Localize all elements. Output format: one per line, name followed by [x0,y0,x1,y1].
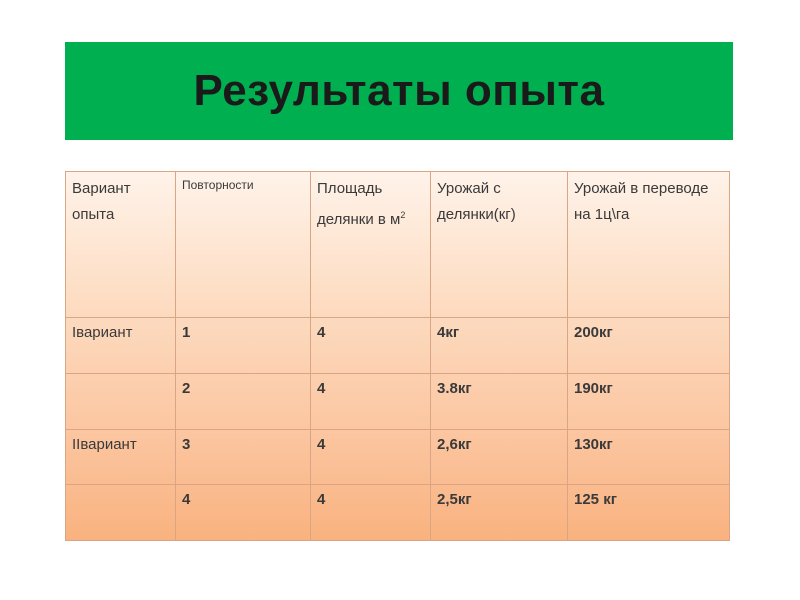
cell-yield-ha: 200кг [568,318,730,374]
cell-yield-plot: 2,6кг [431,429,568,485]
cell-area: 4 [311,373,431,429]
cell-variant: Iвариант [66,318,176,374]
cell-yield-plot: 4кг [431,318,568,374]
cell-yield-plot: 3.8кг [431,373,568,429]
cell-area: 4 [311,429,431,485]
cell-repeat: 2 [176,373,311,429]
header-yield-plot: Урожай с делянки(кг) [431,172,568,318]
cell-area: 4 [311,485,431,541]
cell-variant: IIвариант [66,429,176,485]
header-variant: Вариант опыта [66,172,176,318]
cell-repeat: 4 [176,485,311,541]
table-row [66,373,730,429]
cell-area: 4 [311,318,431,374]
results-table-container [65,171,729,540]
table-row [66,429,730,485]
table-row [66,485,730,541]
header-area: Площадь делянки в $м^2$ [311,172,431,318]
cell-yield-ha: 125 кг [568,485,730,541]
header-repeats: Повторности [176,172,311,318]
cell-variant [66,485,176,541]
cell-repeat: 3 [176,429,311,485]
cell-yield-ha: 190кг [568,373,730,429]
cell-yield-plot: 2,5кг [431,485,568,541]
table-header-row [66,172,730,318]
title-banner [65,42,733,140]
page-title: Результаты опыта [193,66,605,115]
cell-yield-ha: 130кг [568,429,730,485]
table-row [66,318,730,374]
cell-repeat: 1 [176,318,311,374]
results-table [65,171,730,541]
header-yield-ha: Урожай в переводе на 1ц\га [568,172,730,318]
cell-variant [66,373,176,429]
